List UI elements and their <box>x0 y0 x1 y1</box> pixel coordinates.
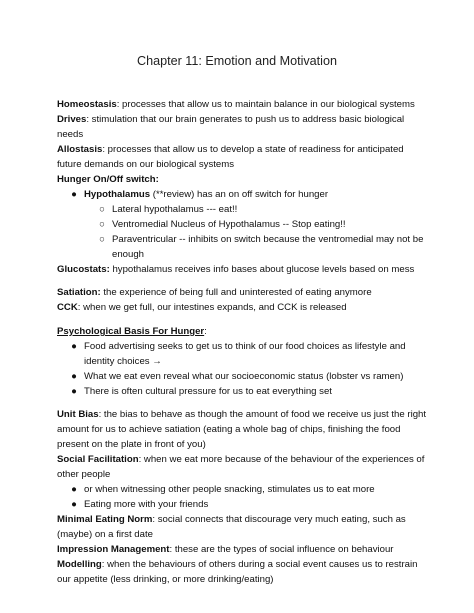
psych-item-3: There is often cultural pressure for us to eat everything set <box>84 386 332 397</box>
paraventricular-item-2: enough <box>112 249 145 260</box>
drives-term: Drives <box>57 114 87 125</box>
drives-definition-1: : stimulation that our brain generates to push us to address basic biological <box>86 114 405 125</box>
ventromedial-item: Ventromedial Nucleus of Hypothalamus -- Stop eating!! <box>112 219 346 230</box>
drives-line <box>57 112 427 127</box>
psych-heading-colon: : <box>204 326 207 337</box>
bullet-icon: ● <box>71 484 77 495</box>
sub-bullet-icon: ○ <box>99 204 105 215</box>
social-facilitation-item-1: or when witnessing other people snacking, stimulates us to eat more <box>84 484 375 495</box>
bullet-icon: ● <box>71 371 77 382</box>
bullet-icon: ● <box>71 386 77 397</box>
hypothalamus-term: Hypothalamus <box>84 189 151 200</box>
cck-term: CCK <box>57 302 78 313</box>
psych-heading: Psychological Basis For Hunger <box>57 326 205 337</box>
allostasis-definition-2: future demands on our biological systems <box>57 159 235 170</box>
hunger-heading: Hunger On/Off switch: <box>57 174 159 185</box>
sub-bullet-icon: ○ <box>99 234 105 245</box>
cck-line <box>57 300 427 315</box>
social-facilitation-term: Social Facilitation <box>57 454 139 465</box>
psych-item-1a: Food advertising seeks to get us to think of our food choices as lifestyle and <box>84 341 406 352</box>
paraventricular-item-1: Paraventricular -- inhibits on switch because the ventromedial may not be <box>112 234 424 245</box>
social-facilitation-definition-2: other people <box>57 469 111 480</box>
psych-heading-line <box>57 324 427 339</box>
bullet-icon: ● <box>71 341 77 352</box>
modelling-line-1 <box>57 557 427 572</box>
bullet-icon: ● <box>71 499 77 510</box>
minimal-eating-definition-1: : social connects that discourage very much eating, such as <box>152 514 406 525</box>
social-facilitation-line-1 <box>57 452 427 467</box>
impression-term: Impression Management <box>57 544 170 555</box>
bullet-icon: ● <box>71 189 77 200</box>
drives-definition-2: needs <box>57 129 84 140</box>
minimal-eating-term: Minimal Eating Norm <box>57 514 153 525</box>
psych-item-1b: identity choices → <box>84 356 162 367</box>
impression-definition: : these are the types of social influence on behaviour <box>169 544 394 555</box>
allostasis-line <box>57 142 427 157</box>
modelling-definition-2: our appetite (less drinking, or more drinking/eating) <box>57 574 274 585</box>
satiation-line <box>57 285 427 300</box>
glucostats-definition: hypothalamus receives info bases about glucose levels based on mess <box>109 264 415 275</box>
homeostasis-term: Homeostasis <box>57 99 117 110</box>
modelling-term: Modelling <box>57 559 102 570</box>
modelling-definition-1: : when the behaviours of others during a social event causes us to restrain <box>101 559 418 570</box>
glucostats-line <box>57 262 427 277</box>
allostasis-term: Allostasis <box>57 144 103 155</box>
hypothalamus-line <box>84 187 454 202</box>
satiation-term: Satiation: <box>57 287 101 298</box>
unit-bias-definition-3: present on the plate in front of you) <box>57 439 206 450</box>
allostasis-definition-1: : processes that allow us to develop a state of readiness for anticipated <box>102 144 404 155</box>
social-facilitation-definition-1: : when we eat more because of the behaviour of the experiences of <box>138 454 425 465</box>
sub-bullet-icon: ○ <box>99 219 105 230</box>
cck-definition: : when we get full, our intestines expands, and CCK is released <box>77 302 347 313</box>
social-facilitation-item-2: Eating more with your friends <box>84 499 209 510</box>
glucostats-term: Glucostats: <box>57 264 110 275</box>
psych-item-2: What we eat even reveal what our socioeconomic status (lobster vs ramen) <box>84 371 404 382</box>
unit-bias-term: Unit Bias <box>57 409 99 420</box>
unit-bias-definition-1: : the bias to behave as though the amount of food we receive us just the right <box>98 409 427 420</box>
minimal-eating-line-1 <box>57 512 427 527</box>
hypothalamus-text: (**review) has an on off switch for hunger <box>150 189 329 200</box>
unit-bias-definition-2: amount for us to achieve satiation (eating a whole bag of chips, finishing the food <box>57 424 401 435</box>
homeostasis-line <box>57 97 427 112</box>
unit-bias-line-1 <box>57 407 427 422</box>
homeostasis-definition: : processes that allow us to maintain balance in our biological systems <box>116 99 415 110</box>
impression-line <box>57 542 427 557</box>
page-title: Chapter 11: Emotion and Motivation <box>137 54 337 68</box>
satiation-definition: the experience of being full and uninterested of eating anymore <box>100 287 372 298</box>
lateral-hypothalamus-item: Lateral hypothalamus --- eat!! <box>112 204 238 215</box>
minimal-eating-definition-2: (maybe) on a first date <box>57 529 153 540</box>
